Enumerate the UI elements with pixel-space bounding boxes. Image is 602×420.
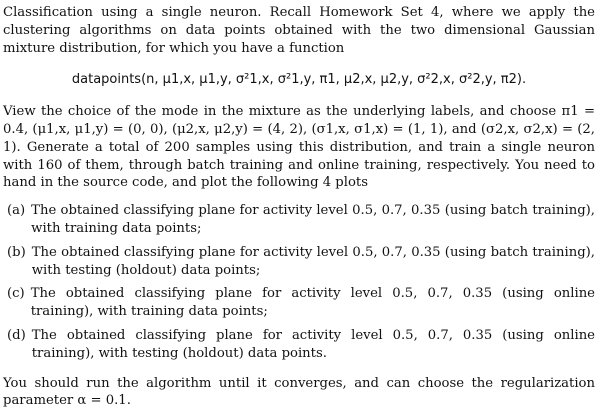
formula-arguments: (n, μ1,x, μ1,y, σ²1,x, σ²1,y, π1, μ2,x, μ2,y, σ²2,x, σ²2,y, π2). xyxy=(141,72,527,88)
list-item-text: The obtained classifying plane for activity level 0.5, 0.7, 0.35 (using batch training), with testing (holdout) data points; xyxy=(31,244,595,278)
datapoints-formula xyxy=(3,71,595,89)
list-item-label: (c) xyxy=(7,286,25,302)
intro-paragraph: Classification using a single neuron. Recall Homework Set 4, where we apply the clustering algorithms on data points obtained with the two dimensional Gaussian mixture distribution, for which you have a function xyxy=(3,5,595,56)
instructions-paragraph: View the choice of the mode in the mixture as the underlying labels, and choose π1 = 0.4, (μ1,x, μ1,y) = (0, 0), (μ2,x, μ2,y) = (4, 2), (σ1,x, σ1,x) = (1, 1), and (σ2,x, σ2,x) = (2, 1). Generate a total of 200 samples using this distribution, and train a single neuron with 160 of them, through batch training and online training, respectively. You need to hand in the source code, and plot the following 4 plots xyxy=(3,104,595,191)
formula-function-name: datapoints xyxy=(71,72,142,88)
list-item-text: The obtained classifying plane for activity level 0.5, 0.7, 0.35 (using online training), with training data points; xyxy=(30,286,595,320)
list-item-label: (d) xyxy=(7,327,26,343)
problem-statement xyxy=(3,4,595,410)
plot-list xyxy=(3,202,595,362)
list-item xyxy=(3,202,595,238)
list-item xyxy=(3,244,595,280)
list-item xyxy=(3,285,595,321)
closing-paragraph: You should run the algorithm until it converges, and can choose the regularization parameter α = 0.1. xyxy=(3,375,595,409)
list-item-label: (a) xyxy=(7,203,26,219)
list-item-text: The obtained classifying plane for activity level 0.5, 0.7, 0.35 (using online training), with testing (holdout) data points. xyxy=(31,327,595,361)
list-item xyxy=(3,327,595,363)
list-item-label: (b) xyxy=(7,244,26,260)
list-item-text: The obtained classifying plane for activity level 0.5, 0.7, 0.35 (using batch training), with training data points; xyxy=(31,203,595,236)
